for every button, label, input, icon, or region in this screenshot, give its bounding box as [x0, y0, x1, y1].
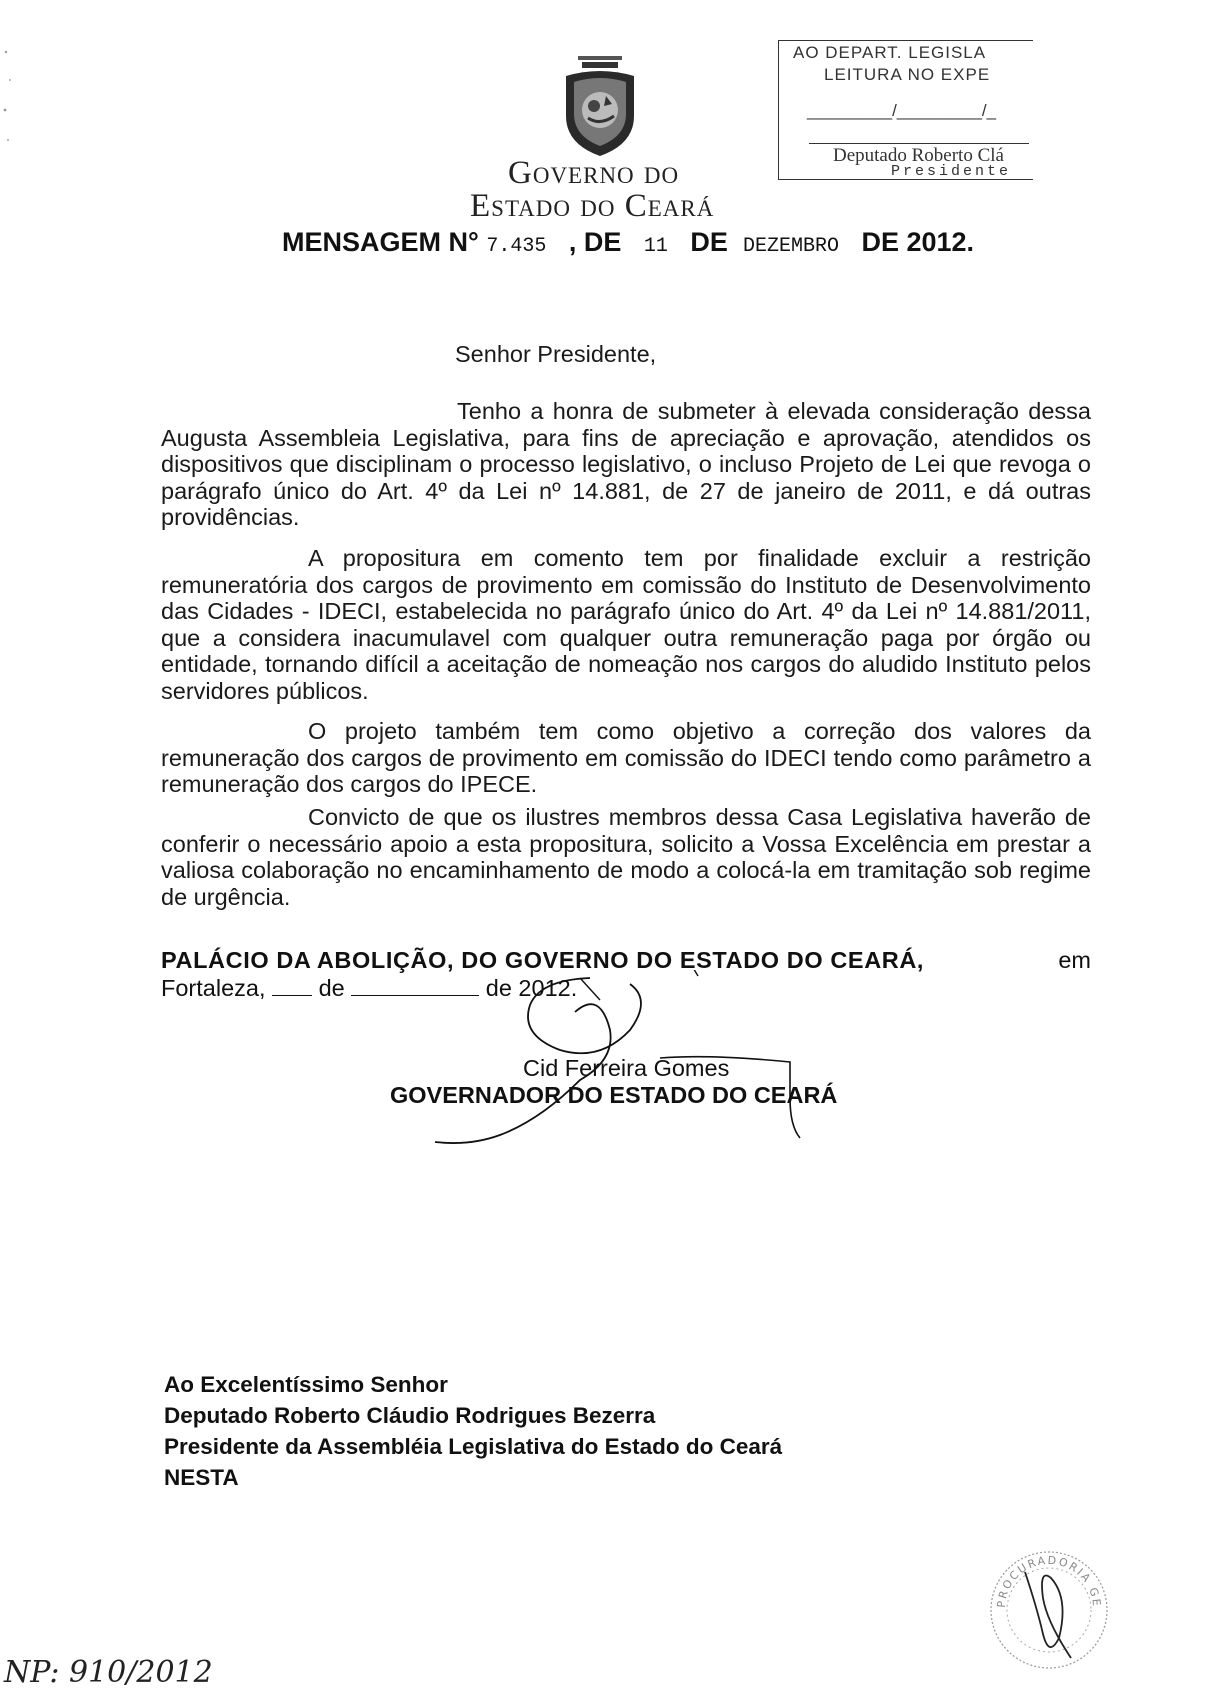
paragraph-4: Convicto de que os ilustres membros dessa Casa Legislativa haverão de conferir o necessário apoio a esta propositura, solicito a Vossa Excelência em prestar a valiosa colaboração no encaminhamento de modo a colocá-la em tramitação sob regime de urgência.: [161, 804, 1091, 910]
message-label: MENSAGEM N°: [282, 227, 479, 257]
stamp-role: Presidente: [891, 163, 1012, 180]
date-year: de 2012.: [485, 975, 578, 1001]
seal-text: PROCURADORIA GE: [994, 1553, 1104, 1609]
date-de-1: de: [318, 975, 345, 1001]
palace-name: PALÁCIO DA ABOLIÇÃO, DO GOVERNO DO ESTADO DO CEARÁ,: [161, 947, 925, 973]
procuradoria-seal-icon: [985, 1538, 1113, 1678]
margin-marks: [0, 40, 30, 170]
reading-stamp: [778, 40, 1033, 180]
stamp-line-1: AO DEPART. LEGISLA: [793, 43, 987, 62]
paragraph-2: A propositura em comento tem por finalidade excluir a restrição remuneratória dos cargos de provimento em comissão do Instituto de Desenvolvimento das Cidades - IDECI, estabelecida no parágrafo único do Art. 4º da Lei nº 14.881/2011, que a considera inacumulavel com qualquer outra remuneração paga por órgão ou entidade, tornando difícil a aceitação de nomeação nos cargos do aludido Instituto pelos servidores públicos.: [161, 545, 1091, 704]
palace-tail: em: [1058, 947, 1091, 973]
stamp-signature-line: [809, 143, 1029, 144]
signatory-name: Cid Ferreira Gomes: [523, 1055, 730, 1081]
message-day: 11: [643, 235, 668, 258]
stamp-line-2: LEITURA NO EXPE: [824, 65, 991, 84]
state-title: Estado do Ceará: [470, 188, 715, 224]
message-number: 7.435: [486, 235, 547, 258]
addressee-line-1: Ao Excelentíssimo Senhor: [164, 1372, 448, 1397]
message-de-1: , DE: [568, 227, 622, 257]
coat-of-arms-icon: [552, 52, 648, 162]
addressee-line-3: Presidente da Assembléia Legislativa do Estado do Ceará: [164, 1434, 783, 1459]
handwritten-signature: [430, 970, 830, 1160]
stamp-date-line: _________/_________/_: [807, 101, 997, 120]
day-blank: [272, 975, 312, 996]
handwritten-note: NP: 910/2012: [4, 1655, 213, 1690]
message-month: DEZEMBRO: [742, 235, 839, 258]
addressee-line-2: Deputado Roberto Cláudio Rodrigues Bezerra: [164, 1403, 656, 1428]
addressee-line-4: NESTA: [164, 1465, 239, 1490]
addressee-block: [164, 1369, 782, 1493]
stamp-signatory: Deputado Roberto Clá: [833, 145, 1004, 166]
city: Fortaleza,: [161, 975, 266, 1001]
message-year: DE 2012.: [861, 227, 975, 257]
svg-text:PROCURADORIA GE: [995, 1554, 1103, 1609]
paragraph-1: Tenho a honra de submeter à elevada consideração dessa Augusta Assembleia Legislativa, para fins de apreciação e aprovação, atendidos os dispositivos que disciplinam o processo legislativo, o incluso Projeto de Lei que revoga o parágrafo único do Art. 4º da Lei nº 14.881, de 27 de janeiro de 2011, e dá outras providências.: [161, 398, 1091, 530]
salutation: Senhor Presidente,: [455, 341, 657, 367]
paragraph-3: O projeto também tem como objetivo a correção dos valores da remuneração dos cargos de provimento em comissão do IDECI tendo como parâmetro a remuneração dos cargos do IPECE.: [161, 718, 1091, 797]
government-title: Governo do: [508, 155, 680, 191]
message-heading: [282, 227, 974, 258]
signatory-title: GOVERNADOR DO ESTADO DO CEARÁ: [390, 1082, 838, 1108]
message-de-2: DE: [690, 227, 728, 257]
